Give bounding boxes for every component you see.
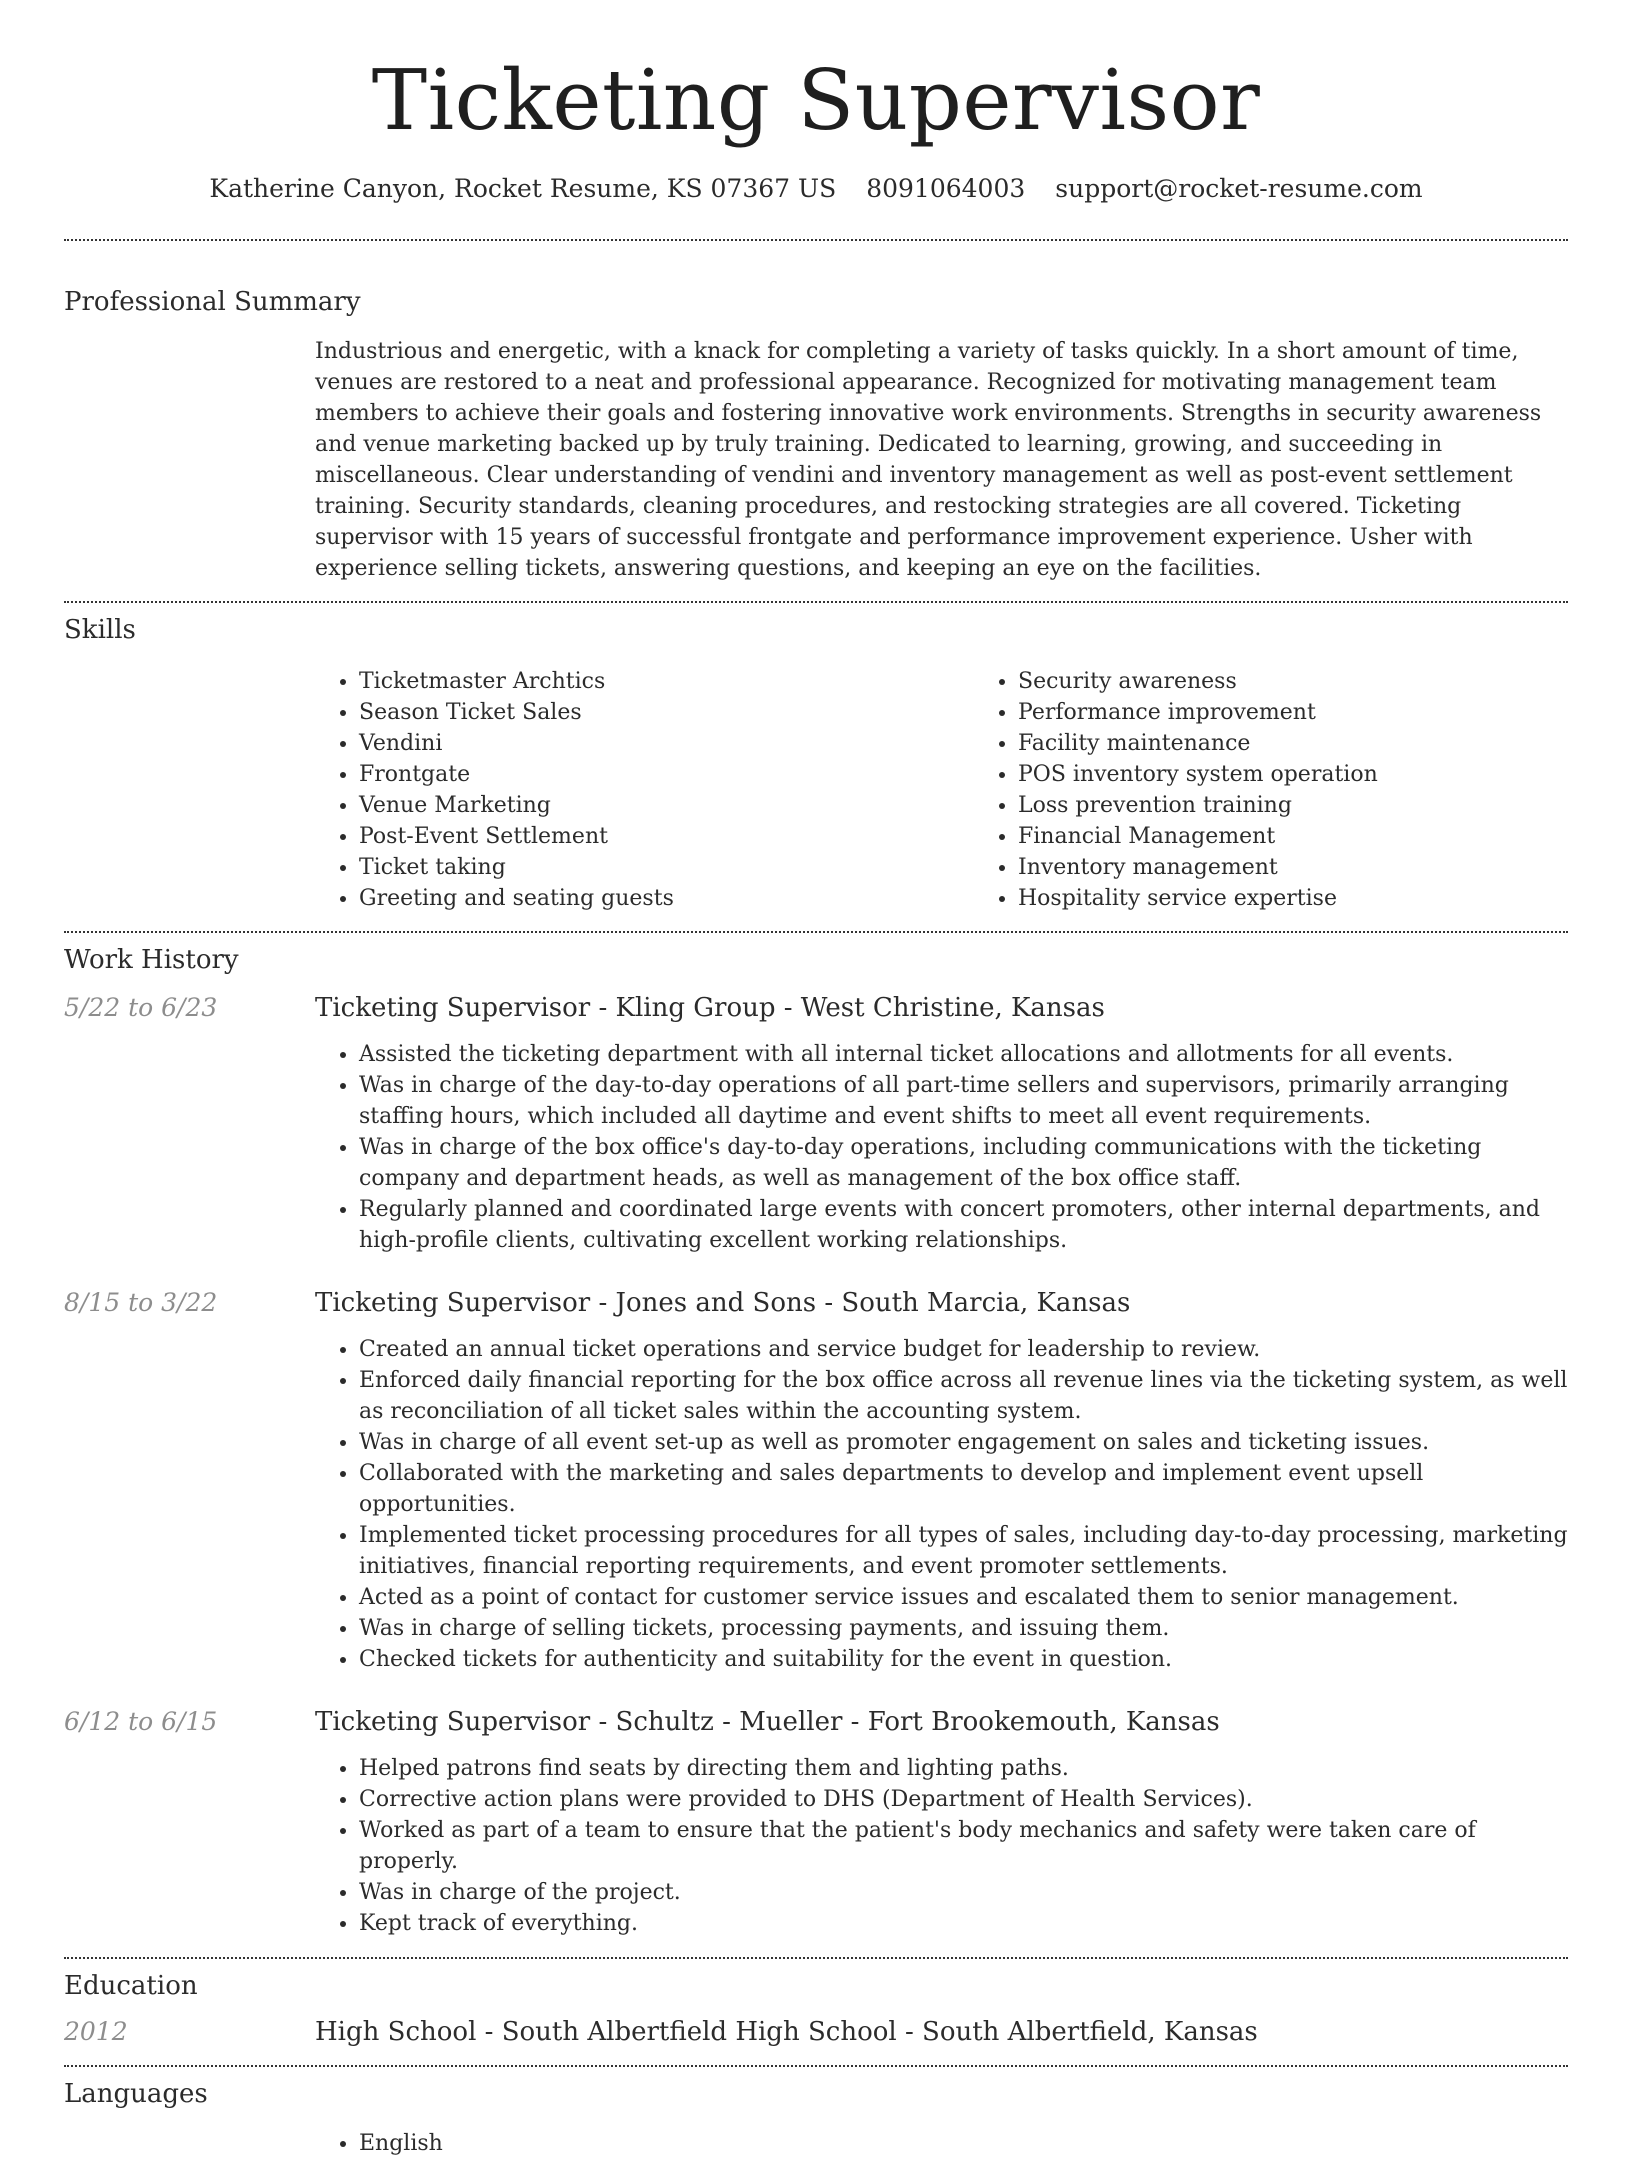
- skill-item: • Facility maintenance: [1018, 728, 1632, 759]
- skills-list-left: [315, 666, 974, 914]
- job-title: Ticketing Supervisor: [315, 993, 591, 1023]
- skills-columns: [315, 666, 1632, 914]
- skills-heading: Skills: [64, 615, 136, 645]
- job-bullet: • Was in charge of the project.: [359, 1877, 1568, 1908]
- education-date: 2012: [64, 2017, 128, 2046]
- job-bullets: [315, 1334, 1568, 1675]
- contact-email: support@rocket-resume.com: [1055, 174, 1423, 203]
- education-heading: Education: [64, 1971, 198, 2001]
- languages-heading: Languages: [64, 2079, 208, 2109]
- languages-list: [315, 2128, 1568, 2159]
- job-bullet: • Enforced daily financial reporting for the box office across all revenue lines via the ticketing system, as well as reconciliation of all ticket sales within the accounting system.: [359, 1365, 1568, 1427]
- job-title: Ticketing Supervisor: [315, 1288, 591, 1318]
- job-title: Ticketing Supervisor: [315, 1707, 591, 1737]
- divider: [64, 601, 1568, 603]
- skill-item: • Security awareness: [1018, 666, 1632, 697]
- summary-text: Industrious and energetic, with a knack for completing a variety of tasks quickly. In a short amount of time, venues are restored to a neat and professional appearance. Recognized for motivating management team members to achieve their goals and fostering innovative work environments. Strengths in security awareness and venue marketing backed up by truly training. Dedicated to learning, growing, and succeeding in miscellaneous. Clear understanding of vendini and inventory management as well as post-event settlement training. Security standards, cleaning procedures, and restocking strategies are all covered. Ticketing supervisor with 15 years of successful frontgate and performance improvement experience. Usher with experience selling tickets, answering questions, and keeping an eye on the facilities.: [315, 339, 1542, 581]
- job-bullet: • Was in charge of all event set-up as well as promoter engagement on sales and ticketing issues.: [359, 1427, 1568, 1458]
- skill-item: • Frontgate: [359, 759, 974, 790]
- job-employer: - Jones and Sons - South Marcia, Kansas: [590, 1288, 1131, 1318]
- education-detail: High School - South Albertfield High School - South Albertfield, Kansas: [315, 2017, 1258, 2047]
- skill-item: • Season Ticket Sales: [359, 697, 974, 728]
- job-entry: [64, 991, 1568, 1256]
- job-bullet: • Checked tickets for authenticity and suitability for the event in question.: [359, 1644, 1568, 1675]
- divider: [64, 239, 1568, 241]
- job-employer: - Kling Group - West Christine, Kansas: [590, 993, 1105, 1023]
- job-bullet: • Implemented ticket processing procedures for all types of sales, including day-to-day processing, marketing initiatives, financial reporting requirements, and event promoter settlements.: [359, 1520, 1568, 1582]
- job-bullet: • Collaborated with the marketing and sales departments to develop and implement event upsell opportunities.: [359, 1458, 1568, 1520]
- skill-item: • Financial Management: [1018, 821, 1632, 852]
- job-bullet: • Was in charge of the box office's day-to-day operations, including communications with the ticketing company and department heads, as well as management of the box office staff.: [359, 1132, 1568, 1194]
- contact-address: Katherine Canyon, Rocket Resume, KS 07367 US: [209, 174, 837, 203]
- skill-item: • Ticketmaster Archtics: [359, 666, 974, 697]
- job-heading: [315, 1286, 1568, 1320]
- skill-item: • Hospitality service expertise: [1018, 883, 1632, 914]
- job-entry: [64, 1286, 1568, 1675]
- job-bullet: • Kept track of everything.: [359, 1908, 1568, 1939]
- job-bullet: • Acted as a point of contact for customer service issues and escalated them to senior management.: [359, 1582, 1568, 1613]
- divider: [64, 931, 1568, 933]
- contact-line: [64, 172, 1568, 206]
- work-heading: Work History: [64, 945, 239, 975]
- language-item: • English: [359, 2128, 1568, 2159]
- job-bullet: • Regularly planned and coordinated large events with concert promoters, other internal departments, and high-profile clients, cultivating excellent working relationships.: [359, 1194, 1568, 1256]
- summary-row: [64, 336, 1568, 584]
- skill-item: • Post-Event Settlement: [359, 821, 974, 852]
- skill-item: • Venue Marketing: [359, 790, 974, 821]
- skill-item: • Inventory management: [1018, 852, 1632, 883]
- job-bullet: • Was in charge of the day-to-day operations of all part-time sellers and supervisors, primarily arranging staffing hours, which included all daytime and event shifts to meet all event requirements.: [359, 1070, 1568, 1132]
- divider: [64, 2065, 1568, 2067]
- skill-item: • Greeting and seating guests: [359, 883, 974, 914]
- job-date: 5/22 to 6/23: [64, 993, 218, 1022]
- job-bullets: [315, 1753, 1568, 1939]
- job-bullet: • Worked as part of a team to ensure that the patient's body mechanics and safety were taken care of properly.: [359, 1815, 1568, 1877]
- skill-item: • Performance improvement: [1018, 697, 1632, 728]
- skill-item: • Ticket taking: [359, 852, 974, 883]
- job-employer: - Schultz - Mueller - Fort Brookemouth, Kansas: [590, 1707, 1220, 1737]
- skill-item: • Vendini: [359, 728, 974, 759]
- job-heading: [315, 991, 1568, 1025]
- skills-row: [64, 666, 1568, 914]
- skill-item: • POS inventory system operation: [1018, 759, 1632, 790]
- summary-heading: Professional Summary: [64, 287, 361, 317]
- languages-row: [64, 2128, 1568, 2159]
- skills-list-right: [974, 666, 1632, 914]
- job-date: 8/15 to 3/22: [64, 1288, 218, 1317]
- job-entry: [64, 1705, 1568, 1939]
- skill-item: • Loss prevention training: [1018, 790, 1632, 821]
- job-bullet: • Was in charge of selling tickets, processing payments, and issuing them.: [359, 1613, 1568, 1644]
- job-bullet: • Created an annual ticket operations and service budget for leadership to review.: [359, 1334, 1568, 1365]
- job-bullet: • Assisted the ticketing department with all internal ticket allocations and allotments for all events.: [359, 1039, 1568, 1070]
- job-bullet: • Helped patrons find seats by directing them and lighting paths.: [359, 1753, 1568, 1784]
- education-entry: [64, 2015, 1568, 2049]
- job-bullets: [315, 1039, 1568, 1256]
- resume-page: [64, 0, 1568, 2159]
- resume-title: Ticketing Supervisor: [371, 52, 1261, 149]
- job-heading: [315, 1705, 1568, 1739]
- divider: [64, 1957, 1568, 1959]
- contact-phone: 8091064003: [866, 174, 1026, 203]
- job-date: 6/12 to 6/15: [64, 1707, 218, 1736]
- job-bullet: • Corrective action plans were provided to DHS (Department of Health Services).: [359, 1784, 1568, 1815]
